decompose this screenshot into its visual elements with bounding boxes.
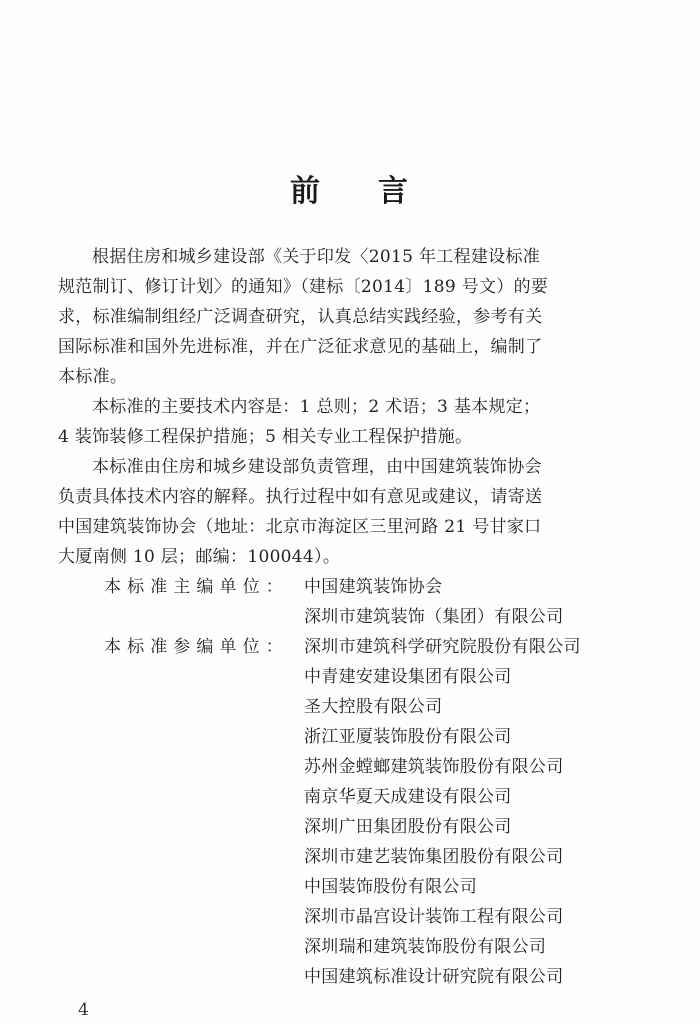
chief-editor-label: 本标准主编单位： [104, 577, 289, 597]
participating-label: 本标准参编单位： [104, 637, 289, 657]
p3-line-4: 大厦南侧 10 层；邮编：100044）。 [58, 547, 341, 567]
paragraph-3 [58, 452, 636, 572]
list-item: 深圳瑞和建筑装饰股份有限公司 [304, 937, 547, 957]
preface-body [58, 242, 636, 992]
page-number: 4 [78, 1000, 89, 1020]
p2-line-1: 本标准的主要技术内容是：1 总则；2 术语；3 基本规定； [92, 397, 541, 417]
list-item: 深圳市建筑装饰（集团）有限公司 [304, 607, 564, 627]
page-title [0, 166, 700, 210]
list-item: 深圳广田集团股份有限公司 [304, 817, 512, 837]
p1-line-3: 求，标准编制组经广泛调查研究，认真总结实践经验，参考有关 [58, 307, 543, 327]
participating-unit: 深圳市建筑科学研究院股份有限公司 [304, 637, 581, 657]
list-item: 浙江亚厦装饰股份有限公司 [304, 727, 512, 747]
p1-line-5: 本标准。 [58, 367, 128, 387]
p1-line-1: 根据住房和城乡建设部《关于印发〈2015 年工程建设标准 [92, 247, 541, 267]
p2-line-2: 4 装饰装修工程保护措施；5 相关专业工程保护措施。 [58, 427, 473, 447]
chief-editor-unit: 中国建筑装饰协会 [304, 577, 443, 597]
title-char-2: 言 [378, 174, 410, 209]
list-item: 深圳市晶宫设计装饰工程有限公司 [304, 907, 564, 927]
list-item: 苏州金螳螂建筑装饰股份有限公司 [304, 757, 564, 777]
list-item: 南京华夏天成建设有限公司 [304, 787, 512, 807]
p1-line-4: 国际标准和国外先进标准，并在广泛征求意见的基础上，编制了 [58, 337, 543, 357]
p1-line-2: 规范制订、修订计划〉的通知》（建标〔2014〕189 号文）的要 [58, 277, 549, 297]
participating-list [304, 662, 636, 992]
list-item: 深圳市建艺装饰集团股份有限公司 [304, 847, 564, 867]
title-char-1: 前 [290, 174, 322, 209]
chief-editor-list [304, 602, 636, 632]
list-item: 中青建安建设集团有限公司 [304, 667, 512, 687]
p3-line-1: 本标准由住房和城乡建设部负责管理，由中国建筑装饰协会 [92, 457, 542, 477]
participating-row [58, 632, 636, 662]
p3-line-2: 负责具体技术内容的解释。执行过程中如有意见或建议，请寄送 [58, 487, 543, 507]
chief-editor-row [58, 572, 636, 602]
list-item: 圣大控股有限公司 [304, 697, 443, 717]
list-item: 中国装饰股份有限公司 [304, 877, 477, 897]
paragraph-1 [58, 242, 636, 392]
p3-line-3: 中国建筑装饰协会（地址：北京市海淀区三里河路 21 号甘家口 [58, 517, 542, 537]
list-item: 中国建筑标准设计研究院有限公司 [304, 967, 564, 987]
paragraph-2 [58, 392, 636, 452]
